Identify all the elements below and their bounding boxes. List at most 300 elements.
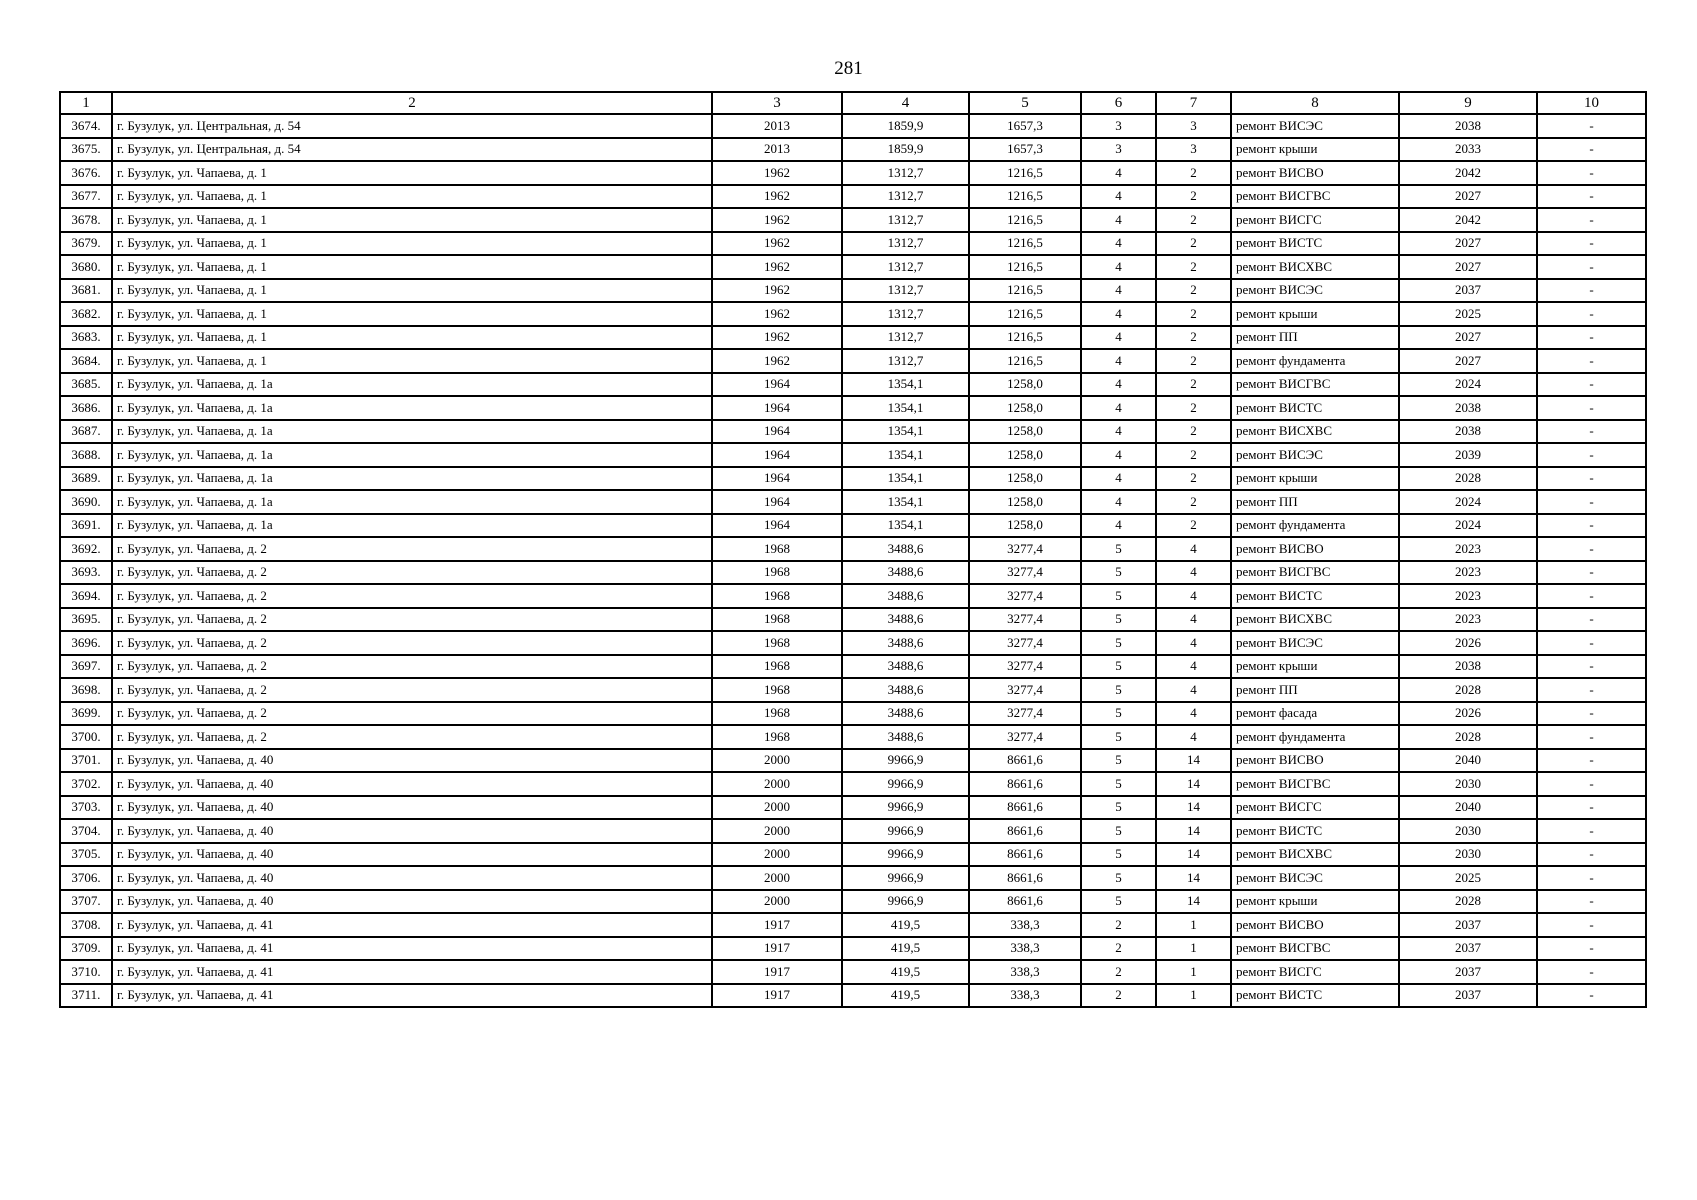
- row-number: 3677.: [60, 185, 112, 209]
- table-row: [60, 843, 1646, 867]
- floors-cell: 2: [1081, 913, 1156, 937]
- note-cell: -: [1537, 114, 1646, 138]
- note-cell: -: [1537, 537, 1646, 561]
- note-cell: -: [1537, 185, 1646, 209]
- note-cell: -: [1537, 631, 1646, 655]
- work-type-cell: ремонт ПП: [1231, 490, 1399, 514]
- work-type-cell: ремонт крыши: [1231, 138, 1399, 162]
- year-cell: 1964: [712, 396, 842, 420]
- entrances-cell: 4: [1156, 631, 1231, 655]
- floors-cell: 5: [1081, 631, 1156, 655]
- year-cell: 1968: [712, 608, 842, 632]
- row-number: 3706.: [60, 866, 112, 890]
- address-cell: г. Бузулук, ул. Чапаева, д. 1: [112, 232, 712, 256]
- work-type-cell: ремонт ВИСВО: [1231, 913, 1399, 937]
- note-cell: -: [1537, 373, 1646, 397]
- entrances-cell: 2: [1156, 396, 1231, 420]
- planned-year-cell: 2023: [1399, 537, 1537, 561]
- address-cell: г. Бузулук, ул. Чапаева, д. 1: [112, 302, 712, 326]
- work-type-cell: ремонт ВИСХВС: [1231, 608, 1399, 632]
- row-number: 3687.: [60, 420, 112, 444]
- work-type-cell: ремонт крыши: [1231, 302, 1399, 326]
- work-type-cell: ремонт ВИСГС: [1231, 796, 1399, 820]
- column-header: 4: [842, 92, 969, 114]
- row-number: 3709.: [60, 937, 112, 961]
- floors-cell: 4: [1081, 514, 1156, 538]
- column-header: 2: [112, 92, 712, 114]
- total-area-cell: 1354,1: [842, 396, 969, 420]
- year-cell: 1917: [712, 960, 842, 984]
- floors-cell: 5: [1081, 678, 1156, 702]
- planned-year-cell: 2028: [1399, 678, 1537, 702]
- living-area-cell: 1258,0: [969, 420, 1081, 444]
- planned-year-cell: 2037: [1399, 279, 1537, 303]
- year-cell: 2000: [712, 819, 842, 843]
- address-cell: г. Бузулук, ул. Чапаева, д. 40: [112, 843, 712, 867]
- note-cell: -: [1537, 349, 1646, 373]
- address-cell: г. Бузулук, ул. Центральная, д. 54: [112, 138, 712, 162]
- living-area-cell: 1216,5: [969, 185, 1081, 209]
- total-area-cell: 3488,6: [842, 561, 969, 585]
- year-cell: 1968: [712, 702, 842, 726]
- column-header: 9: [1399, 92, 1537, 114]
- entrances-cell: 2: [1156, 349, 1231, 373]
- note-cell: -: [1537, 302, 1646, 326]
- year-cell: 2013: [712, 114, 842, 138]
- total-area-cell: 1354,1: [842, 490, 969, 514]
- note-cell: -: [1537, 138, 1646, 162]
- row-number: 3705.: [60, 843, 112, 867]
- entrances-cell: 2: [1156, 373, 1231, 397]
- total-area-cell: 1312,7: [842, 185, 969, 209]
- row-number: 3699.: [60, 702, 112, 726]
- total-area-cell: 419,5: [842, 960, 969, 984]
- planned-year-cell: 2037: [1399, 960, 1537, 984]
- living-area-cell: 3277,4: [969, 702, 1081, 726]
- entrances-cell: 2: [1156, 514, 1231, 538]
- total-area-cell: 1354,1: [842, 443, 969, 467]
- living-area-cell: 3277,4: [969, 608, 1081, 632]
- floors-cell: 3: [1081, 138, 1156, 162]
- repair-schedule-table: [59, 91, 1647, 1008]
- floors-cell: 5: [1081, 725, 1156, 749]
- floors-cell: 4: [1081, 208, 1156, 232]
- entrances-cell: 14: [1156, 749, 1231, 773]
- living-area-cell: 1216,5: [969, 255, 1081, 279]
- row-number: 3698.: [60, 678, 112, 702]
- table-row: [60, 279, 1646, 303]
- floors-cell: 4: [1081, 326, 1156, 350]
- row-number: 3707.: [60, 890, 112, 914]
- work-type-cell: ремонт ВИСГВС: [1231, 772, 1399, 796]
- year-cell: 1968: [712, 631, 842, 655]
- entrances-cell: 2: [1156, 279, 1231, 303]
- column-header: 5: [969, 92, 1081, 114]
- floors-cell: 4: [1081, 443, 1156, 467]
- year-cell: 1968: [712, 561, 842, 585]
- row-number: 3710.: [60, 960, 112, 984]
- address-cell: г. Бузулук, ул. Чапаева, д. 1: [112, 255, 712, 279]
- row-number: 3703.: [60, 796, 112, 820]
- total-area-cell: 3488,6: [842, 584, 969, 608]
- work-type-cell: ремонт ВИСТС: [1231, 232, 1399, 256]
- living-area-cell: 1216,5: [969, 349, 1081, 373]
- work-type-cell: ремонт фундамента: [1231, 349, 1399, 373]
- planned-year-cell: 2040: [1399, 749, 1537, 773]
- work-type-cell: ремонт крыши: [1231, 467, 1399, 491]
- table-row: [60, 161, 1646, 185]
- entrances-cell: 1: [1156, 984, 1231, 1008]
- planned-year-cell: 2039: [1399, 443, 1537, 467]
- year-cell: 1964: [712, 514, 842, 538]
- floors-cell: 5: [1081, 537, 1156, 561]
- total-area-cell: 3488,6: [842, 655, 969, 679]
- row-number: 3689.: [60, 467, 112, 491]
- living-area-cell: 8661,6: [969, 819, 1081, 843]
- row-number: 3676.: [60, 161, 112, 185]
- year-cell: 1968: [712, 725, 842, 749]
- year-cell: 1962: [712, 279, 842, 303]
- column-header: 10: [1537, 92, 1646, 114]
- address-cell: г. Бузулук, ул. Чапаева, д. 41: [112, 913, 712, 937]
- planned-year-cell: 2028: [1399, 890, 1537, 914]
- entrances-cell: 3: [1156, 138, 1231, 162]
- floors-cell: 4: [1081, 396, 1156, 420]
- total-area-cell: 3488,6: [842, 631, 969, 655]
- table-row: [60, 984, 1646, 1008]
- floors-cell: 4: [1081, 302, 1156, 326]
- planned-year-cell: 2030: [1399, 843, 1537, 867]
- address-cell: г. Бузулук, ул. Чапаева, д. 2: [112, 725, 712, 749]
- total-area-cell: 3488,6: [842, 702, 969, 726]
- living-area-cell: 3277,4: [969, 537, 1081, 561]
- row-number: 3682.: [60, 302, 112, 326]
- living-area-cell: 3277,4: [969, 631, 1081, 655]
- total-area-cell: 9966,9: [842, 843, 969, 867]
- floors-cell: 4: [1081, 420, 1156, 444]
- work-type-cell: ремонт ВИСГВС: [1231, 185, 1399, 209]
- address-cell: г. Бузулук, ул. Чапаева, д. 40: [112, 866, 712, 890]
- entrances-cell: 4: [1156, 537, 1231, 561]
- address-cell: г. Бузулук, ул. Чапаева, д. 2: [112, 655, 712, 679]
- address-cell: г. Бузулук, ул. Чапаева, д. 40: [112, 749, 712, 773]
- planned-year-cell: 2030: [1399, 772, 1537, 796]
- floors-cell: 4: [1081, 349, 1156, 373]
- row-number: 3686.: [60, 396, 112, 420]
- total-area-cell: 9966,9: [842, 749, 969, 773]
- floors-cell: 5: [1081, 655, 1156, 679]
- planned-year-cell: 2023: [1399, 608, 1537, 632]
- year-cell: 1962: [712, 326, 842, 350]
- living-area-cell: 3277,4: [969, 561, 1081, 585]
- table-row: [60, 302, 1646, 326]
- note-cell: -: [1537, 208, 1646, 232]
- work-type-cell: ремонт ВИСТС: [1231, 396, 1399, 420]
- address-cell: г. Бузулук, ул. Чапаева, д. 1а: [112, 514, 712, 538]
- floors-cell: 5: [1081, 866, 1156, 890]
- living-area-cell: 1258,0: [969, 467, 1081, 491]
- floors-cell: 4: [1081, 279, 1156, 303]
- row-number: 3688.: [60, 443, 112, 467]
- floors-cell: 5: [1081, 843, 1156, 867]
- planned-year-cell: 2038: [1399, 396, 1537, 420]
- work-type-cell: ремонт ВИСЭС: [1231, 443, 1399, 467]
- work-type-cell: ремонт ВИСЭС: [1231, 866, 1399, 890]
- year-cell: 1962: [712, 161, 842, 185]
- column-header: 1: [60, 92, 112, 114]
- table-row: [60, 185, 1646, 209]
- entrances-cell: 2: [1156, 255, 1231, 279]
- work-type-cell: ремонт ВИСТС: [1231, 819, 1399, 843]
- address-cell: г. Бузулук, ул. Чапаева, д. 1: [112, 208, 712, 232]
- floors-cell: 2: [1081, 960, 1156, 984]
- note-cell: -: [1537, 279, 1646, 303]
- address-cell: г. Бузулук, ул. Чапаева, д. 2: [112, 537, 712, 561]
- total-area-cell: 1354,1: [842, 420, 969, 444]
- total-area-cell: 9966,9: [842, 819, 969, 843]
- entrances-cell: 2: [1156, 208, 1231, 232]
- total-area-cell: 1859,9: [842, 114, 969, 138]
- table-row: [60, 114, 1646, 138]
- total-area-cell: 9966,9: [842, 866, 969, 890]
- total-area-cell: 1312,7: [842, 208, 969, 232]
- total-area-cell: 9966,9: [842, 772, 969, 796]
- entrances-cell: 3: [1156, 114, 1231, 138]
- planned-year-cell: 2040: [1399, 796, 1537, 820]
- living-area-cell: 1258,0: [969, 514, 1081, 538]
- address-cell: г. Бузулук, ул. Чапаева, д. 1: [112, 161, 712, 185]
- note-cell: -: [1537, 420, 1646, 444]
- address-cell: г. Бузулук, ул. Чапаева, д. 1а: [112, 396, 712, 420]
- work-type-cell: ремонт ВИСЭС: [1231, 279, 1399, 303]
- row-number: 3694.: [60, 584, 112, 608]
- floors-cell: 4: [1081, 255, 1156, 279]
- total-area-cell: 419,5: [842, 913, 969, 937]
- address-cell: г. Бузулук, ул. Чапаева, д. 41: [112, 984, 712, 1008]
- row-number: 3679.: [60, 232, 112, 256]
- year-cell: 1964: [712, 443, 842, 467]
- year-cell: 1968: [712, 655, 842, 679]
- year-cell: 1962: [712, 302, 842, 326]
- note-cell: -: [1537, 984, 1646, 1008]
- living-area-cell: 3277,4: [969, 655, 1081, 679]
- column-header: 7: [1156, 92, 1231, 114]
- planned-year-cell: 2037: [1399, 984, 1537, 1008]
- planned-year-cell: 2025: [1399, 866, 1537, 890]
- table-row: [60, 866, 1646, 890]
- work-type-cell: ремонт ВИСХВС: [1231, 843, 1399, 867]
- row-number: 3674.: [60, 114, 112, 138]
- planned-year-cell: 2027: [1399, 255, 1537, 279]
- row-number: 3704.: [60, 819, 112, 843]
- table-row: [60, 608, 1646, 632]
- year-cell: 2000: [712, 866, 842, 890]
- total-area-cell: 1312,7: [842, 279, 969, 303]
- floors-cell: 5: [1081, 561, 1156, 585]
- note-cell: -: [1537, 843, 1646, 867]
- row-number: 3693.: [60, 561, 112, 585]
- floors-cell: 5: [1081, 819, 1156, 843]
- living-area-cell: 338,3: [969, 913, 1081, 937]
- living-area-cell: 1216,5: [969, 279, 1081, 303]
- table-row: [60, 584, 1646, 608]
- living-area-cell: 1258,0: [969, 373, 1081, 397]
- row-number: 3695.: [60, 608, 112, 632]
- work-type-cell: ремонт ВИСТС: [1231, 584, 1399, 608]
- year-cell: 1962: [712, 185, 842, 209]
- floors-cell: 4: [1081, 161, 1156, 185]
- total-area-cell: 3488,6: [842, 608, 969, 632]
- living-area-cell: 1216,5: [969, 161, 1081, 185]
- address-cell: г. Бузулук, ул. Чапаева, д. 1а: [112, 373, 712, 397]
- table-row: [60, 349, 1646, 373]
- entrances-cell: 1: [1156, 960, 1231, 984]
- address-cell: г. Бузулук, ул. Чапаева, д. 1а: [112, 443, 712, 467]
- table-row: [60, 208, 1646, 232]
- year-cell: 1962: [712, 208, 842, 232]
- work-type-cell: ремонт ПП: [1231, 326, 1399, 350]
- floors-cell: 5: [1081, 772, 1156, 796]
- living-area-cell: 1258,0: [969, 396, 1081, 420]
- entrances-cell: 4: [1156, 561, 1231, 585]
- floors-cell: 5: [1081, 584, 1156, 608]
- row-number: 3697.: [60, 655, 112, 679]
- entrances-cell: 2: [1156, 467, 1231, 491]
- living-area-cell: 1216,5: [969, 208, 1081, 232]
- address-cell: г. Бузулук, ул. Чапаева, д. 2: [112, 584, 712, 608]
- floors-cell: 4: [1081, 185, 1156, 209]
- living-area-cell: 8661,6: [969, 843, 1081, 867]
- table-row: [60, 725, 1646, 749]
- floors-cell: 5: [1081, 749, 1156, 773]
- total-area-cell: 3488,6: [842, 678, 969, 702]
- year-cell: 1964: [712, 490, 842, 514]
- planned-year-cell: 2028: [1399, 467, 1537, 491]
- living-area-cell: 1216,5: [969, 326, 1081, 350]
- entrances-cell: 4: [1156, 725, 1231, 749]
- planned-year-cell: 2028: [1399, 725, 1537, 749]
- year-cell: 1962: [712, 232, 842, 256]
- address-cell: г. Бузулук, ул. Чапаева, д. 1: [112, 185, 712, 209]
- note-cell: -: [1537, 796, 1646, 820]
- entrances-cell: 4: [1156, 608, 1231, 632]
- floors-cell: 5: [1081, 608, 1156, 632]
- row-number: 3701.: [60, 749, 112, 773]
- total-area-cell: 9966,9: [842, 796, 969, 820]
- work-type-cell: ремонт ВИСВО: [1231, 537, 1399, 561]
- table-row: [60, 749, 1646, 773]
- note-cell: -: [1537, 232, 1646, 256]
- floors-cell: 3: [1081, 114, 1156, 138]
- note-cell: -: [1537, 561, 1646, 585]
- year-cell: 1968: [712, 678, 842, 702]
- note-cell: -: [1537, 161, 1646, 185]
- address-cell: г. Бузулук, ул. Чапаева, д. 40: [112, 890, 712, 914]
- total-area-cell: 1312,7: [842, 161, 969, 185]
- note-cell: -: [1537, 913, 1646, 937]
- entrances-cell: 2: [1156, 326, 1231, 350]
- total-area-cell: 419,5: [842, 937, 969, 961]
- year-cell: 2000: [712, 890, 842, 914]
- row-number: 3711.: [60, 984, 112, 1008]
- living-area-cell: 3277,4: [969, 584, 1081, 608]
- year-cell: 1962: [712, 349, 842, 373]
- entrances-cell: 2: [1156, 161, 1231, 185]
- address-cell: г. Бузулук, ул. Чапаева, д. 2: [112, 561, 712, 585]
- table-body: [60, 114, 1646, 1007]
- living-area-cell: 1216,5: [969, 232, 1081, 256]
- address-cell: г. Бузулук, ул. Чапаева, д. 2: [112, 702, 712, 726]
- work-type-cell: ремонт ВИСЭС: [1231, 631, 1399, 655]
- table-row: [60, 937, 1646, 961]
- work-type-cell: ремонт ВИСВО: [1231, 161, 1399, 185]
- planned-year-cell: 2026: [1399, 702, 1537, 726]
- work-type-cell: ремонт крыши: [1231, 890, 1399, 914]
- work-type-cell: ремонт ВИСТС: [1231, 984, 1399, 1008]
- floors-cell: 5: [1081, 702, 1156, 726]
- planned-year-cell: 2030: [1399, 819, 1537, 843]
- floors-cell: 2: [1081, 984, 1156, 1008]
- living-area-cell: 3277,4: [969, 678, 1081, 702]
- planned-year-cell: 2023: [1399, 561, 1537, 585]
- row-number: 3702.: [60, 772, 112, 796]
- note-cell: -: [1537, 749, 1646, 773]
- table-row: [60, 138, 1646, 162]
- header-row: [60, 92, 1646, 114]
- entrances-cell: 14: [1156, 819, 1231, 843]
- address-cell: г. Бузулук, ул. Чапаева, д. 1: [112, 349, 712, 373]
- note-cell: -: [1537, 608, 1646, 632]
- total-area-cell: 1354,1: [842, 373, 969, 397]
- entrances-cell: 2: [1156, 490, 1231, 514]
- note-cell: -: [1537, 443, 1646, 467]
- living-area-cell: 8661,6: [969, 772, 1081, 796]
- living-area-cell: 338,3: [969, 937, 1081, 961]
- note-cell: -: [1537, 655, 1646, 679]
- table-row: [60, 420, 1646, 444]
- living-area-cell: 1657,3: [969, 114, 1081, 138]
- work-type-cell: ремонт ВИСВО: [1231, 749, 1399, 773]
- entrances-cell: 14: [1156, 796, 1231, 820]
- column-header: 8: [1231, 92, 1399, 114]
- planned-year-cell: 2027: [1399, 349, 1537, 373]
- row-number: 3692.: [60, 537, 112, 561]
- floors-cell: 4: [1081, 490, 1156, 514]
- table-row: [60, 490, 1646, 514]
- work-type-cell: ремонт ВИСХВС: [1231, 420, 1399, 444]
- planned-year-cell: 2024: [1399, 373, 1537, 397]
- work-type-cell: ремонт фундамента: [1231, 514, 1399, 538]
- address-cell: г. Бузулук, ул. Чапаева, д. 41: [112, 937, 712, 961]
- address-cell: г. Бузулук, ул. Чапаева, д. 41: [112, 960, 712, 984]
- planned-year-cell: 2027: [1399, 232, 1537, 256]
- address-cell: г. Бузулук, ул. Центральная, д. 54: [112, 114, 712, 138]
- year-cell: 1962: [712, 255, 842, 279]
- living-area-cell: 338,3: [969, 984, 1081, 1008]
- note-cell: -: [1537, 584, 1646, 608]
- note-cell: -: [1537, 490, 1646, 514]
- table-row: [60, 514, 1646, 538]
- table-row: [60, 772, 1646, 796]
- total-area-cell: 1312,7: [842, 255, 969, 279]
- living-area-cell: 3277,4: [969, 725, 1081, 749]
- address-cell: г. Бузулук, ул. Чапаева, д. 2: [112, 678, 712, 702]
- table-row: [60, 796, 1646, 820]
- total-area-cell: 3488,6: [842, 537, 969, 561]
- year-cell: 2000: [712, 796, 842, 820]
- year-cell: 1917: [712, 913, 842, 937]
- living-area-cell: 1258,0: [969, 490, 1081, 514]
